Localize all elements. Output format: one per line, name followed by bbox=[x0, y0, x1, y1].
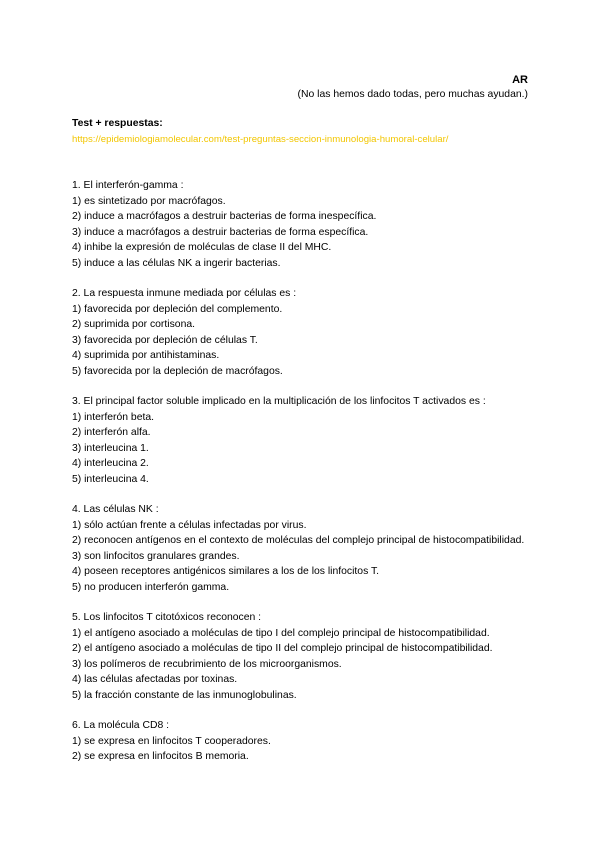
answer-option: 1) interferón beta. bbox=[72, 411, 155, 423]
answer-option: 3) favorecida por depleción de células T. bbox=[72, 334, 258, 346]
answer-option: 2) induce a macrófagos a destruir bacterias de forma inespecífica. bbox=[72, 211, 377, 222]
answer-option: 5) no producen interferón gamma. bbox=[72, 581, 230, 593]
answer-option: 4) interleucina 2. bbox=[72, 458, 149, 469]
answer-option: 5) favorecida por la depleción de macrófagos. bbox=[72, 365, 283, 377]
answer-option: 4) poseen receptores antigénicos similares a los de los linfocitos T. bbox=[72, 566, 380, 577]
answer-option: 1) es sintetizado por macrófagos. bbox=[72, 195, 226, 207]
question-block bbox=[72, 286, 542, 379]
question-block bbox=[72, 178, 542, 271]
question-stem: 3. El principal factor soluble implicado en la multiplicación de los linfocitos T activados es : bbox=[72, 396, 486, 407]
answer-option: 5) interleucina 4. bbox=[72, 473, 149, 485]
answer-option: 2) suprimida por cortisona. bbox=[72, 319, 196, 330]
question-stem: 2. La respuesta inmune mediada por células es : bbox=[72, 288, 297, 299]
question-block bbox=[72, 610, 542, 703]
answer-option: 2) interferón alfa. bbox=[72, 427, 151, 438]
question-stem: 5. Los linfocitos T citotóxicos reconocen : bbox=[72, 612, 262, 623]
answer-option: 4) las células afectadas por toxinas. bbox=[72, 674, 238, 685]
questions-list bbox=[72, 178, 542, 780]
answer-option: 1) favorecida por depleción del complemento. bbox=[72, 303, 283, 315]
header-note: (No las hemos dado todas, pero muchas ayudan.) bbox=[297, 89, 528, 100]
question-stem: 1. El interferón-gamma : bbox=[72, 180, 184, 191]
question-stem: 6. La molécula CD8 : bbox=[72, 720, 170, 731]
answer-option: 1) se expresa en linfocitos T cooperadores. bbox=[72, 735, 271, 747]
answer-option: 3) induce a macrófagos a destruir bacterias de forma específica. bbox=[72, 226, 369, 238]
answer-option: 5) la fracción constante de las inmunoglobulinas. bbox=[72, 689, 297, 701]
question-stem: 4. Las células NK : bbox=[72, 504, 159, 515]
question-block bbox=[72, 394, 542, 487]
answer-option: 4) inhibe la expresión de moléculas de clase II del MHC. bbox=[72, 242, 332, 253]
answer-option: 5) induce a las células NK a ingerir bacterias. bbox=[72, 257, 281, 269]
author-initials: AR bbox=[512, 74, 528, 86]
answer-option: 3) los polímeros de recubrimiento de los microorganismos. bbox=[72, 658, 342, 670]
answer-option: 3) interleucina 1. bbox=[72, 442, 149, 454]
answer-option: 2) el antígeno asociado a moléculas de tipo II del complejo principal de histocompatibilidad. bbox=[72, 643, 493, 654]
answer-option: 3) son linfocitos granulares grandes. bbox=[72, 550, 240, 562]
answer-option: 2) reconocen antígenos en el contexto de moléculas del complejo principal de histocompatibilidad. bbox=[72, 535, 525, 546]
question-block bbox=[72, 718, 542, 765]
answer-option: 1) el antígeno asociado a moléculas de tipo I del complejo principal de histocompatibilidad. bbox=[72, 627, 490, 639]
answer-option: 4) suprimida por antihistaminas. bbox=[72, 350, 220, 361]
test-title: Test + respuestas: bbox=[72, 118, 163, 129]
test-link[interactable]: https://epidemiologiamolecular.com/test-preguntas-seccion-inmunologia-humoral-celular/ bbox=[72, 134, 449, 145]
question-block bbox=[72, 502, 542, 595]
answer-option: 2) se expresa en linfocitos B memoria. bbox=[72, 751, 249, 762]
answer-option: 1) sólo actúan frente a células infectadas por virus. bbox=[72, 519, 307, 531]
